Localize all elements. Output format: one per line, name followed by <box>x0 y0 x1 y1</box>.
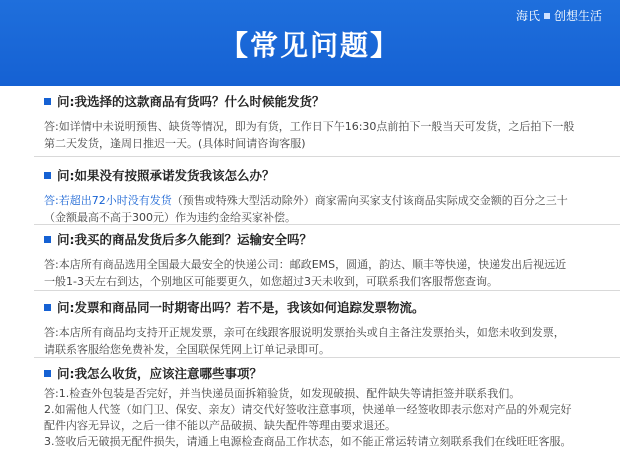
faq-question <box>44 230 620 248</box>
divider <box>34 156 620 157</box>
faq-item-1 <box>0 92 620 152</box>
faq-item-3 <box>0 230 620 290</box>
faq-question-text: 问:如果没有按照承诺发货我该怎么办？ <box>57 168 275 183</box>
divider <box>34 290 620 291</box>
faq-answer-line: 答:本店所有商品均支持开正规发票，亲可在线跟客服说明发票抬头或自主备注发票抬头，如您未收到发票， <box>44 326 565 339</box>
brand-right-text: 创想生活 <box>553 9 602 23</box>
faq-answer <box>44 386 600 450</box>
faq-answer-line: 2.如需他人代签（如门卫、保安、亲友）请交代好签收注意事项，快递单一经签收即表示您对产品的外观完好 <box>44 403 572 416</box>
faq-question <box>44 166 620 184</box>
faq-item-2 <box>0 166 620 226</box>
faq-answer <box>44 192 600 226</box>
answer-text: （预售或特殊大型活动除外）商家需向买家支付该商品实际成交金额的百分之三十 <box>171 194 568 207</box>
faq-question <box>44 92 620 110</box>
faq-answer-line: 第二天发货，逢周日推迟一天。(具体时间请咨询客服) <box>44 137 306 150</box>
faq-answer-line: 答:1.检查外包装是否完好，并当快递员面拆箱验货，如发现破损、配件缺失等请拒签并联系我们。 <box>44 387 521 400</box>
faq-answer-line: 请联系客服给您免费补发，全国联保凭网上订单记录即可。 <box>44 343 330 356</box>
faq-answer <box>44 256 600 290</box>
bullet-square-icon <box>44 370 51 377</box>
faq-question-text: 问:我怎么收货，应该注意哪些事项？ <box>57 366 262 381</box>
faq-answer-line: 答:如详情中未说明预售、缺货等情况，即为有货，工作日下午16:30点前拍下一般当天可发货，之后拍下一般 <box>44 120 575 133</box>
faq-answer-line: 答:本店所有商品选用全国最大最安全的快递公司：邮政EMS，圆通，韵达、顺丰等快递，快递发出后视远近 <box>44 258 567 271</box>
faq-question-text: 问:我选择的这款商品有货吗？什么时候能发货？ <box>57 94 325 109</box>
page-title: 【常见问题】 <box>219 29 400 62</box>
faq-question-text: 问:发票和商品同一时期寄出吗？若不是，我该如何追踪发票物流。 <box>57 300 425 315</box>
divider <box>34 357 620 358</box>
faq-question <box>44 364 620 382</box>
bullet-square-icon <box>44 98 51 105</box>
answer-highlight: 答:若超出72小时没有发货 <box>44 194 172 207</box>
faq-answer-line: （金额最高不高于300元）作为违约金给买家补偿。 <box>44 211 296 224</box>
faq-answer <box>44 118 600 152</box>
brand-square-icon <box>544 13 550 19</box>
bullet-square-icon <box>44 172 51 179</box>
faq-answer-line <box>44 192 600 209</box>
bullet-square-icon <box>44 304 51 311</box>
brand-logo <box>516 7 602 24</box>
brand-left-text: 海氏 <box>515 9 540 23</box>
divider <box>34 224 620 225</box>
faq-question <box>44 298 620 316</box>
faq-answer <box>44 324 600 358</box>
faq-answer-line: 一般1-3天左右到达，个别地区可能要更久，如您超过3天未收到，可联系我们客服帮您查询。 <box>44 275 498 288</box>
faq-item-4 <box>0 298 620 358</box>
bullet-square-icon <box>44 236 51 243</box>
page-header <box>0 0 620 86</box>
faq-answer-line: 配件内容无异议，之后一律不能以产品破损、缺失配件等理由要求退还。 <box>44 419 396 432</box>
faq-item-5 <box>0 364 620 450</box>
faq-answer-line: 3.签收后无破损无配件损失，请通上电源检查商品工作状态，如不能正常运转请立刻联系我们在线旺旺客服。 <box>44 435 572 448</box>
faq-question-text: 问:我买的商品发货后多久能到？运输安全吗？ <box>57 232 312 247</box>
